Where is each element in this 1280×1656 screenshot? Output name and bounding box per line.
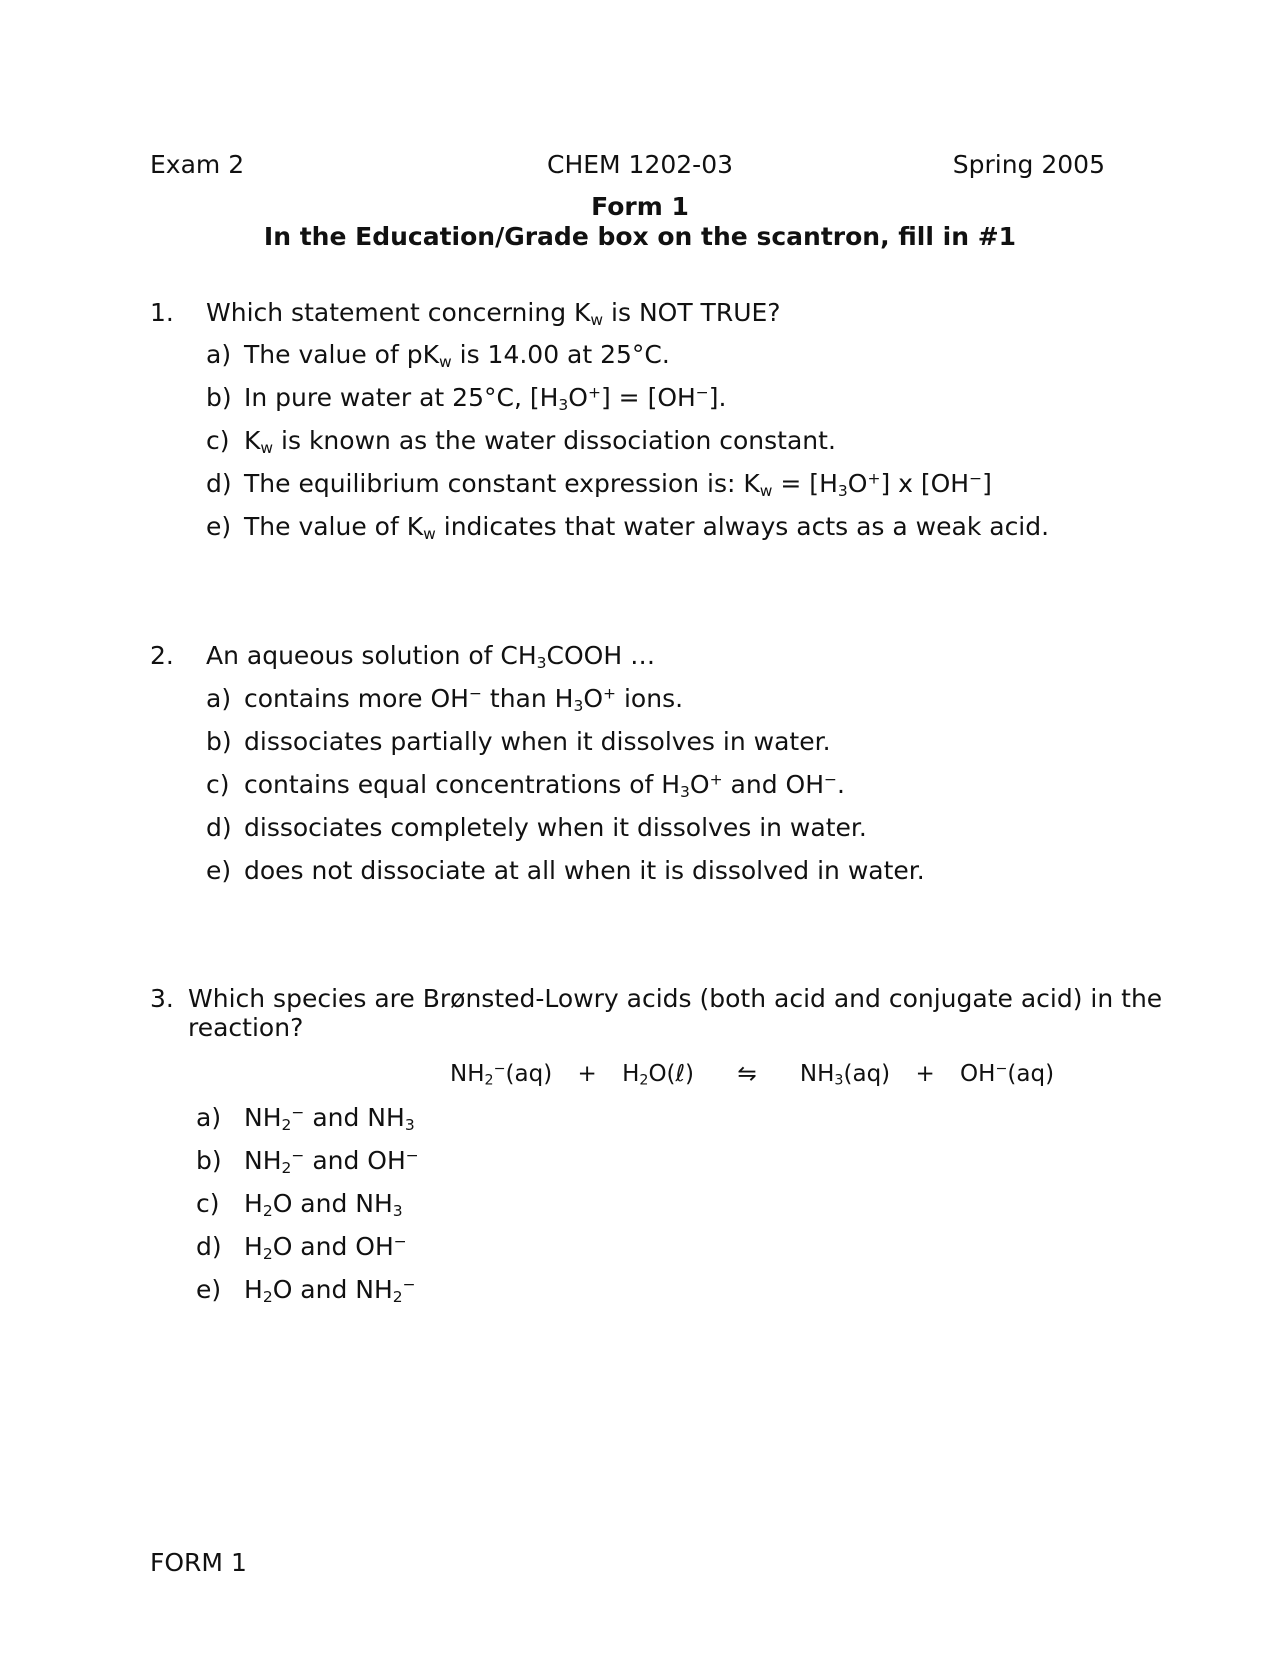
term: Spring 2005 — [952, 150, 1105, 179]
question-2-option-c: c) contains equal concentrations of $H_3O^+$ and OH−. — [206, 770, 845, 801]
question-1-option-e: e) The value of $K_w$ indicates that water always acts as a weak acid. — [206, 512, 1050, 543]
question-2-option-d: d) dissociates completely when it dissolves in water. — [206, 813, 867, 842]
question-2-option-b: b) dissociates partially when it dissolves in water. — [206, 727, 831, 756]
question-1-stem: Which statement concerning $K_w$ is NOT TRUE? — [206, 298, 781, 329]
question-1-option-d: d) The equilibrium constant expression is: $K_w = [H_3O^+]$ x [OH−] — [206, 469, 992, 500]
question-3-option-a: a) $NH_2^-$ and $NH_3$ — [196, 1103, 415, 1134]
question-2-stem: An aqueous solution of $CH_3COOH$ … — [206, 641, 656, 672]
exam-number: Exam 2 — [150, 150, 245, 179]
question-3-option-e: e) $H_2O$ and $NH_2^-$ — [196, 1275, 416, 1306]
reaction-equation: $NH_2^-(aq)$ + $H_2O(\ell)$ ⇋ $NH_3(aq) + OH^-(aq)$ — [450, 1061, 1055, 1089]
question-1-number: 1. — [150, 298, 174, 327]
question-3-option-c: c) $H_2O$ and $NH_3$ — [196, 1189, 403, 1220]
question-3-option-d: d) $H_2O$ and OH− — [196, 1232, 407, 1263]
question-3-option-b: b) $NH_2^-$ and OH− — [196, 1146, 419, 1177]
question-2-option-e: e) does not dissociate at all when it is dissolved in water. — [206, 856, 925, 885]
product-ammonia: $NH_3(aq)$ — [799, 1061, 891, 1089]
question-1-option-b: b) In pure water at 25°C, $[H_3O^+] = [OH^-]$. — [206, 383, 727, 414]
course-code: CHEM 1202-03 — [546, 150, 734, 179]
reactant-amide: $NH_2^-(aq)$ — [450, 1061, 553, 1089]
question-2-option-a: a) contains more OH− than $H_3O^+$ ions. — [206, 684, 684, 715]
product-hydroxide: OH−(aq) — [960, 1061, 1055, 1087]
question-3-number: 3. — [150, 984, 174, 1013]
question-3-stem-line-2: reaction? — [188, 1013, 304, 1042]
scantron-instruction: In the Education/Grade box on the scantron, fill in #1 — [263, 222, 1017, 251]
page-footer: FORM 1 — [150, 1548, 247, 1577]
question-1-option-c: c) $K_w$ is known as the water dissociation constant. — [206, 426, 836, 457]
question-2-number: 2. — [150, 641, 174, 670]
reactant-water: $H_2O(\ell)$ — [622, 1061, 695, 1089]
question-3-stem-line-1: Which species are Brønsted-Lowry acids (both acid and conjugate acid) in the — [188, 984, 1163, 1013]
question-1-option-a: a) The value of $pK_w$ is 14.00 at 25°C. — [206, 340, 670, 371]
equilibrium-arrow: ⇋ — [737, 1061, 757, 1087]
form-title: Form 1 — [591, 192, 689, 221]
